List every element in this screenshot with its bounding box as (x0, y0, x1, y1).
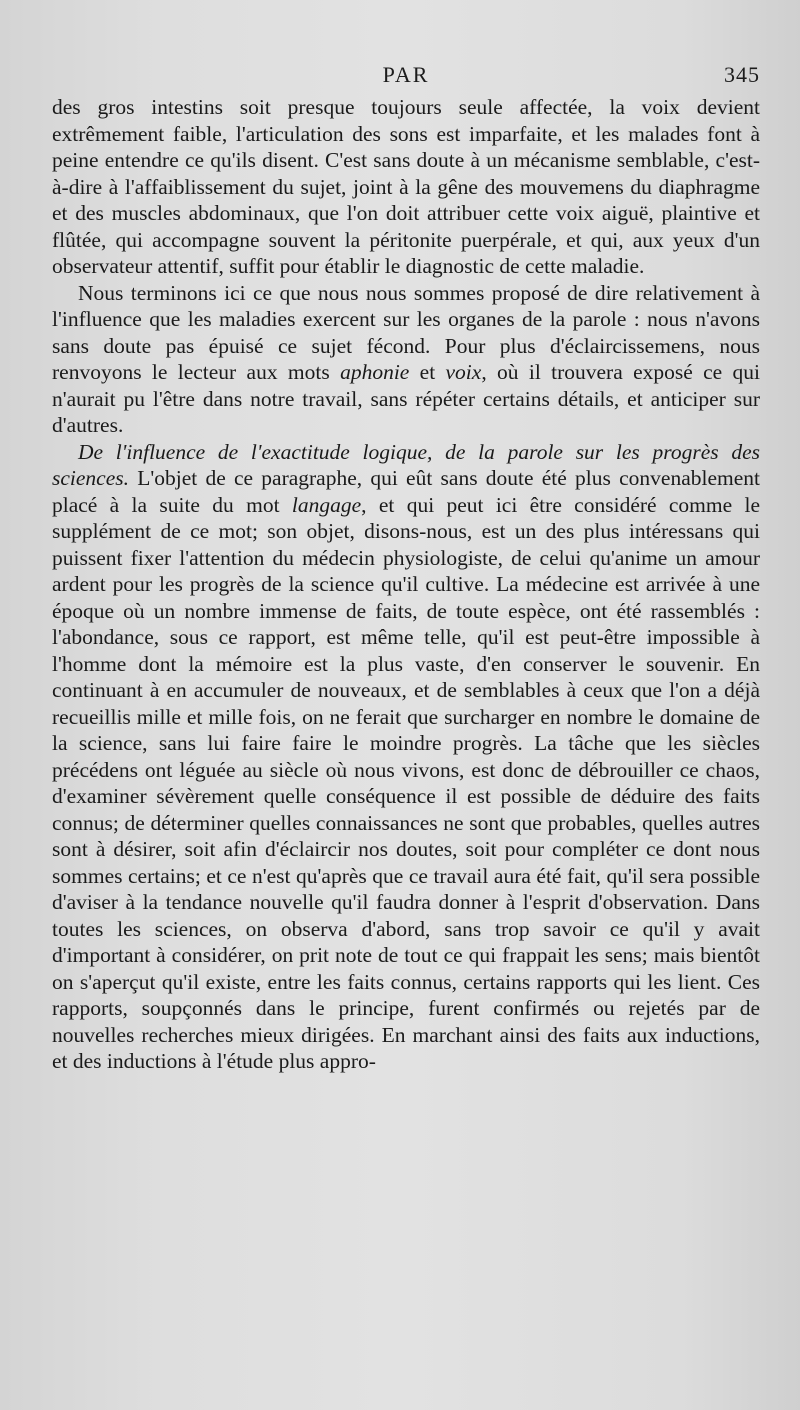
paragraph-diseases-speech (52, 280, 760, 439)
paragraph-text: Nous terminons ici ce que nous nous sommes proposé de dire relativement à l'influence que les maladies exercent sur les organes de la parole : nous n'avons sans doute pas épuisé ce sujet fécond. Pour plus d'éclaircissemens, nous renvoyons le lecteur aux mots (52, 280, 760, 384)
term-aphonie: aphonie (340, 360, 410, 384)
page-number: 345 (724, 62, 760, 87)
running-head: PAR (382, 62, 430, 87)
paragraph-continuation: des gros intestins soit presque toujours seule affectée, la voix devient extrêmement faible, l'articulation des sons est imparfaite, et les malades font à peine entendre ce qu'ils disent. C'est sans doute à un mécanisme semblable, c'est-à-dire à l'affaiblissement du sujet, joint à la gêne des mouvemens du diaphragme et des muscles abdominaux, que l'on doit attribuer cette voix aiguë, plaintive et flûtée, qui accompagne souvent la péritonite puerpérale, et qui, aux yeux d'un observateur attentif, suffit pour établir le diagnostic de cette maladie. (52, 95, 760, 278)
section-title: De l'influence de l'exactitude logique, de la parole sur les progrès des sciences. (52, 439, 760, 490)
page-header (52, 62, 760, 94)
term-langage: langage (291, 492, 362, 517)
paragraph-text: , et qui peut ici être considéré comme le supplément de ce mot; son objet, disons-nous, est un des plus intéressans qui puissent fixer l'attention du médecin physiologiste, de celui qu'anime un amour ardent pour les progrès de la science qu'il cultive. La médecine est arrivée à une époque où un nombre immense de faits, de toute espèce, ont été rassemblés : l'abondance, sous ce rapport, est même telle, qu'il est peut-être impossible à l'homme dont la mémoire est la plus vaste, d'en conserver le souvenir. En continuant à en accumuler de nouveaux, et de semblables à ceux que l'on a déjà recueillis mille et mille fois, on ne ferait que surcharger en nombre le domaine de la science, sans lui faire faire le moindre progrès. La tâche que les siècles précédens ont léguée au siècle où nous vivons, est donc de débrouiller ce chaos, d'examiner sévèrement quelle conséquence il est possible de déduire des faits connus; de déterminer quelles connaissances ne sont que probables, quelles autres sont à désirer, soit afin d'éclaircir nos doutes, soit pour compléter ce dont nous sommes certains; et ce n'est qu'après que ce travail aura été fait, qu'il sera possible d'aviser à la tendance nouvelle qu'il faudra donner à l'esprit d'observation. Dans toutes les sciences, on observa d'abord, sans trop savoir ce qu'il y avait d'important à considérer, on prit note de tout ce qui frappait les sens; mais bientôt on s'aperçut qu'il existe, entre les faits connus, certains rapports qui les lient. Ces rapports, soupçonnés dans le principe, furent confirmés ou rejetés par de nouvelles recherches mieux dirigées. En marchant ainsi des faits aux inductions, et des inductions à l'étude plus appro- (52, 492, 760, 1073)
paragraph-logical-exactitude (52, 439, 760, 1075)
paragraph-text: L'objet de ce paragraphe, qui eût sans doute été plus convenablement placé à la suite du mot (52, 466, 760, 517)
paragraph-text: , où il trouvera exposé ce qui n'aurait pu l'être dans notre travail, sans répéter certains détails, et anticiper sur d'autres. (52, 360, 760, 437)
term-voix: voix (445, 360, 482, 384)
body-text (52, 94, 760, 1075)
paragraph-text: et (409, 360, 446, 384)
